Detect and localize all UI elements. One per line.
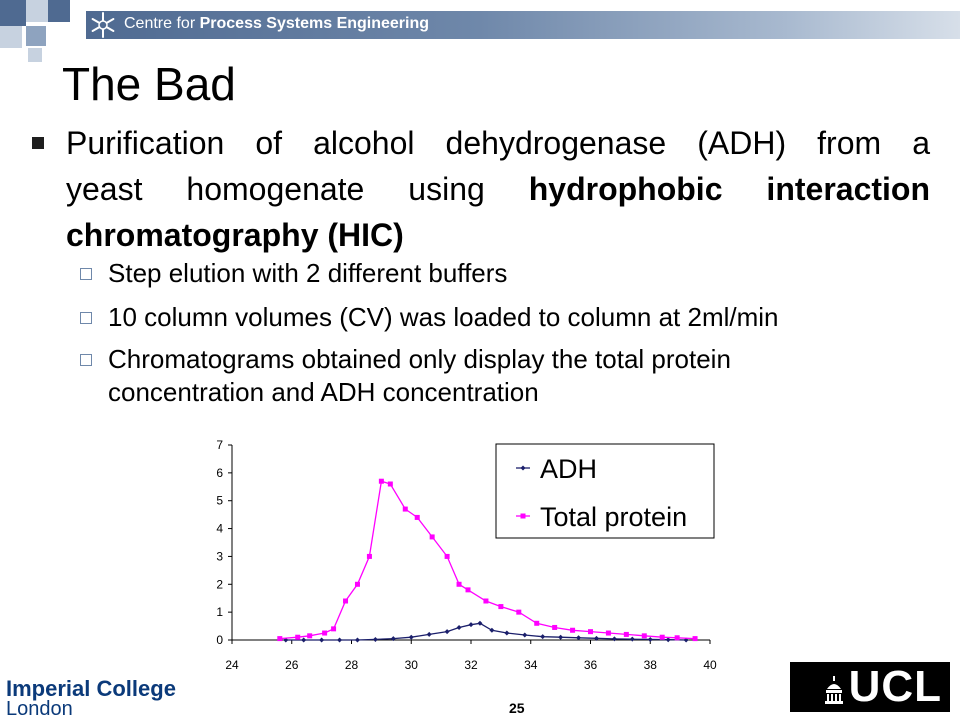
data-point-total-protein xyxy=(307,633,312,638)
data-point-total-protein xyxy=(624,632,629,637)
main-bullet-bold: hydrophobic interaction xyxy=(528,171,930,207)
x-tick-label: 32 xyxy=(464,658,478,672)
logo-line-2: London xyxy=(6,698,73,720)
data-point-total-protein xyxy=(343,599,348,604)
data-point-total-protein xyxy=(388,482,393,487)
y-tick-label: 5 xyxy=(216,493,223,508)
data-point-adh xyxy=(540,634,545,639)
data-point-adh xyxy=(469,622,474,627)
legend-marker xyxy=(521,514,526,519)
y-tick-label: 6 xyxy=(216,465,223,480)
data-point-adh xyxy=(457,625,462,630)
data-point-total-protein xyxy=(675,635,680,640)
data-point-adh xyxy=(630,637,635,642)
data-point-total-protein xyxy=(355,582,360,587)
y-tick-label: 1 xyxy=(216,605,223,620)
data-point-total-protein xyxy=(331,626,336,631)
data-point-adh xyxy=(445,629,450,634)
data-point-total-protein xyxy=(570,628,575,633)
main-bullet-line: Purification of alcohol dehydrogenase (ADH) from a xyxy=(66,125,930,161)
data-point-total-protein xyxy=(660,635,665,640)
x-tick-label: 26 xyxy=(285,658,299,672)
dome-icon xyxy=(824,676,844,704)
main-bullet-bold: chromatography (HIC) xyxy=(66,217,404,253)
data-point-total-protein xyxy=(415,515,420,520)
x-tick-label: 30 xyxy=(404,658,418,672)
data-point-adh xyxy=(522,632,527,637)
data-point-total-protein xyxy=(534,621,539,626)
data-point-adh xyxy=(355,638,360,643)
slide-title: The Bad xyxy=(62,58,236,110)
header-org-bold: Process Systems Engineering xyxy=(199,15,430,32)
x-tick-label: 38 xyxy=(643,658,657,672)
data-point-total-protein xyxy=(379,479,384,484)
data-point-adh xyxy=(337,638,342,643)
data-point-total-protein xyxy=(466,587,471,592)
page-number: 25 xyxy=(509,700,525,716)
data-point-adh xyxy=(319,638,324,643)
data-point-total-protein xyxy=(693,636,698,641)
y-tick-label: 4 xyxy=(216,521,223,536)
data-point-total-protein xyxy=(606,631,611,636)
data-point-total-protein xyxy=(483,599,488,604)
x-tick-label: 36 xyxy=(583,658,598,672)
data-point-total-protein xyxy=(277,636,282,641)
data-point-total-protein xyxy=(367,554,372,559)
data-point-total-protein xyxy=(403,507,408,512)
x-tick-label: 40 xyxy=(703,658,717,672)
data-point-total-protein xyxy=(445,554,450,559)
data-point-adh xyxy=(558,635,563,640)
series-line-adh xyxy=(286,623,686,640)
data-point-total-protein xyxy=(295,635,300,640)
data-point-total-protein xyxy=(457,582,462,587)
legend-label: ADH xyxy=(540,454,598,484)
data-point-total-protein xyxy=(552,625,557,630)
imperial-college-logo xyxy=(6,678,176,720)
main-bullet-normal: yeast homogenate using xyxy=(66,171,529,207)
sub-bullet-line: concentration and ADH concentration xyxy=(108,377,539,407)
data-point-adh xyxy=(648,637,653,642)
data-point-total-protein xyxy=(642,633,647,638)
x-tick-label: 24 xyxy=(225,658,239,672)
data-point-adh xyxy=(373,637,378,642)
sub-bullet-line: Chromatograms obtained only display the total protein xyxy=(108,344,731,374)
y-tick-label: 0 xyxy=(216,633,223,647)
data-point-total-protein xyxy=(322,631,327,636)
data-point-adh xyxy=(427,632,432,637)
data-point-adh xyxy=(504,631,509,636)
data-point-adh xyxy=(301,638,306,643)
x-tick-label: 28 xyxy=(344,658,359,672)
data-point-adh xyxy=(489,628,494,633)
sub-bullet-line: Step elution with 2 different buffers xyxy=(108,258,508,288)
ucl-logo: UCL xyxy=(790,662,950,712)
y-tick-label: 2 xyxy=(216,577,223,592)
logo-line-1: Imperial College xyxy=(6,676,176,701)
data-point-adh xyxy=(409,635,414,640)
y-tick-label: 7 xyxy=(216,438,223,452)
y-tick-label: 3 xyxy=(216,549,223,564)
sub-bullet-line: 10 column volumes (CV) was loaded to column at 2ml/min xyxy=(108,302,779,332)
data-point-total-protein xyxy=(498,604,503,609)
data-point-total-protein xyxy=(516,610,521,615)
legend-label: Total protein xyxy=(540,502,688,532)
header-org-prefix: Centre for xyxy=(124,15,200,32)
data-point-total-protein xyxy=(430,534,435,539)
x-tick-label: 34 xyxy=(524,658,538,672)
data-point-adh xyxy=(612,636,617,641)
data-point-total-protein xyxy=(588,629,593,634)
